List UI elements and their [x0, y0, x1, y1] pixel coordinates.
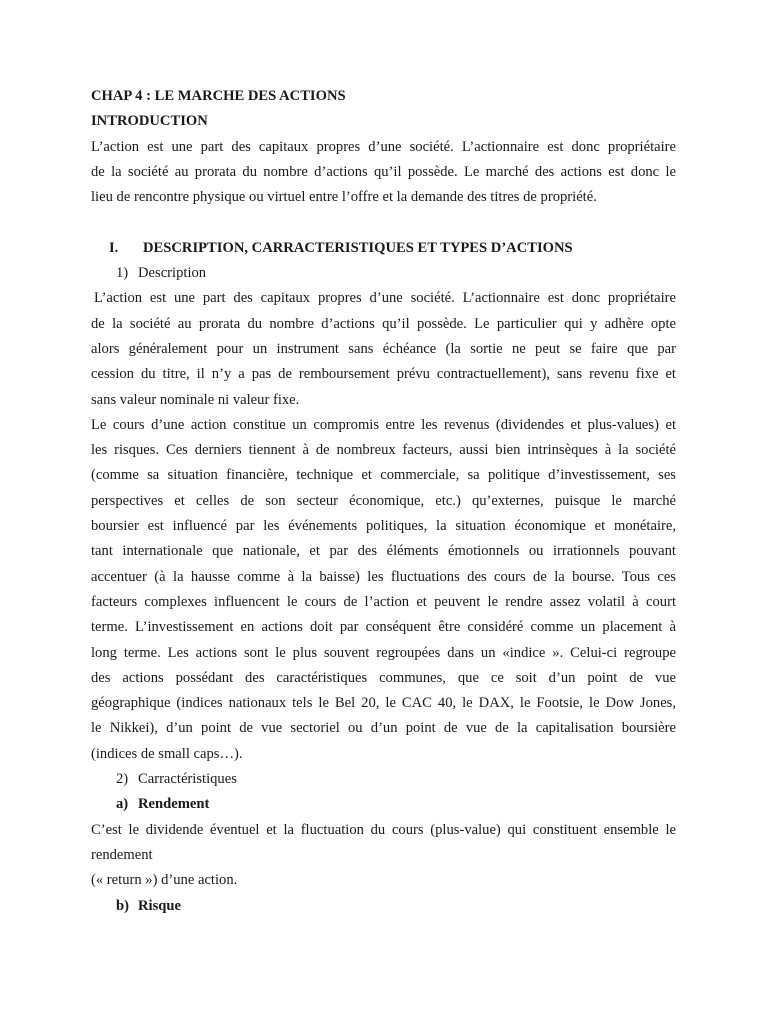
description-line: de la société au prorata du nombre d’actions qu’il possède. Le particulier qui y adhère opte — [91, 315, 676, 332]
description-line: L’action est une part des capitaux propres d’une société. L’actionnaire est donc propriétaire — [94, 290, 676, 307]
description-line: long terme. Les actions sont le plus souvent regroupées dans un «indice ». Celui-ci regroupe — [91, 644, 676, 661]
description-line: terme. L’investissement en actions doit par conséquent être considéré comme un placement à — [91, 619, 676, 636]
section-heading-1 — [91, 236, 676, 261]
description-line: perspectives et celles de son secteur économique, etc.) qu’externes, puisque le marché — [91, 492, 676, 509]
description-line: sans valeur nominale ni valeur fixe. — [91, 391, 300, 408]
description-paragraph — [91, 286, 676, 767]
description-line: le Nikkei), d’un point de vue sectoriel ou d’un point de vue de la capitalisation boursière — [91, 720, 676, 737]
rendement-line: rendement — [91, 846, 153, 863]
description-line: cession du titre, il n’y a pas de remboursement prévu contractuellement), sans revenu fixe et — [91, 366, 676, 383]
document-page — [91, 84, 676, 919]
subsection-title: Description — [138, 265, 207, 282]
intro-paragraph — [91, 135, 676, 211]
section-number: I. — [109, 239, 119, 256]
description-line: (comme sa situation financière, technique et commerciale, sa politique d’investissement, ses — [91, 467, 676, 484]
subsection-heading-description — [91, 261, 676, 286]
subsection-title: Carractéristiques — [138, 771, 237, 788]
description-line: accentuer (à la hausse comme à la baisse) les fluctuations des cours de la bourse. Tous ces — [91, 568, 676, 585]
subheading-letter: b) — [116, 897, 129, 914]
description-line: alors généralement pour un instrument sans échéance (la sortie ne peut se faire que par — [91, 340, 676, 357]
description-line: Le cours d’une action constitue un compromis entre les revenus (dividendes et plus-values) et — [91, 416, 676, 433]
section-title: DESCRIPTION, CARRACTERISTIQUES ET TYPES D’ACTIONS — [143, 239, 573, 256]
rendement-line: C’est le dividende éventuel et la fluctuation du cours (plus-value) qui constituent ensemble le — [91, 821, 676, 838]
spacer — [91, 210, 676, 235]
rendement-line: (« return ») d’une action. — [91, 872, 238, 889]
subheading-rendement — [91, 792, 676, 817]
subheading-title: Risque — [138, 897, 181, 914]
description-line: les risques. Ces derniers tiennent à de nombreux facteurs, aussi bien intrinsèques à la société — [91, 442, 676, 459]
rendement-paragraph — [91, 818, 676, 894]
description-line: boursier est influencé par les événements politiques, la situation économique et monétaire, — [91, 518, 676, 535]
subsection-number: 2) — [116, 771, 129, 788]
subheading-risque — [91, 894, 676, 919]
subheading-letter: a) — [116, 796, 129, 813]
intro-line: lieu de rencontre physique ou virtuel entre l’offre et la demande des titres de propriété. — [91, 189, 597, 206]
subsection-number: 1) — [116, 265, 129, 282]
intro-line: de la société au prorata du nombre d’actions qu’il possède. Le marché des actions est donc le — [91, 163, 676, 180]
subsection-heading-caracteristiques — [91, 767, 676, 792]
description-line: des actions possédant des caractéristiques communes, que ce soit d’un point de vue — [91, 669, 676, 686]
intro-line: L’action est une part des capitaux propres d’une société. L’actionnaire est donc propriétaire — [91, 138, 676, 155]
subheading-title: Rendement — [138, 796, 210, 813]
intro-heading: INTRODUCTION — [91, 113, 208, 130]
description-line: (indices de small caps…). — [91, 745, 243, 762]
description-line: géographique (indices nationaux tels le Bel 20, le CAC 40, le DAX, le Footsie, le Dow Jones, — [91, 695, 676, 712]
description-line: facteurs complexes influencent le cours de l’action et peuvent le rendre assez volatil à court — [91, 593, 676, 610]
chapter-title: CHAP 4 : LE MARCHE DES ACTIONS — [91, 88, 346, 104]
description-line: tant internationale que nationale, et par des éléments émotionnels ou irrationnels pouvant — [91, 543, 676, 560]
